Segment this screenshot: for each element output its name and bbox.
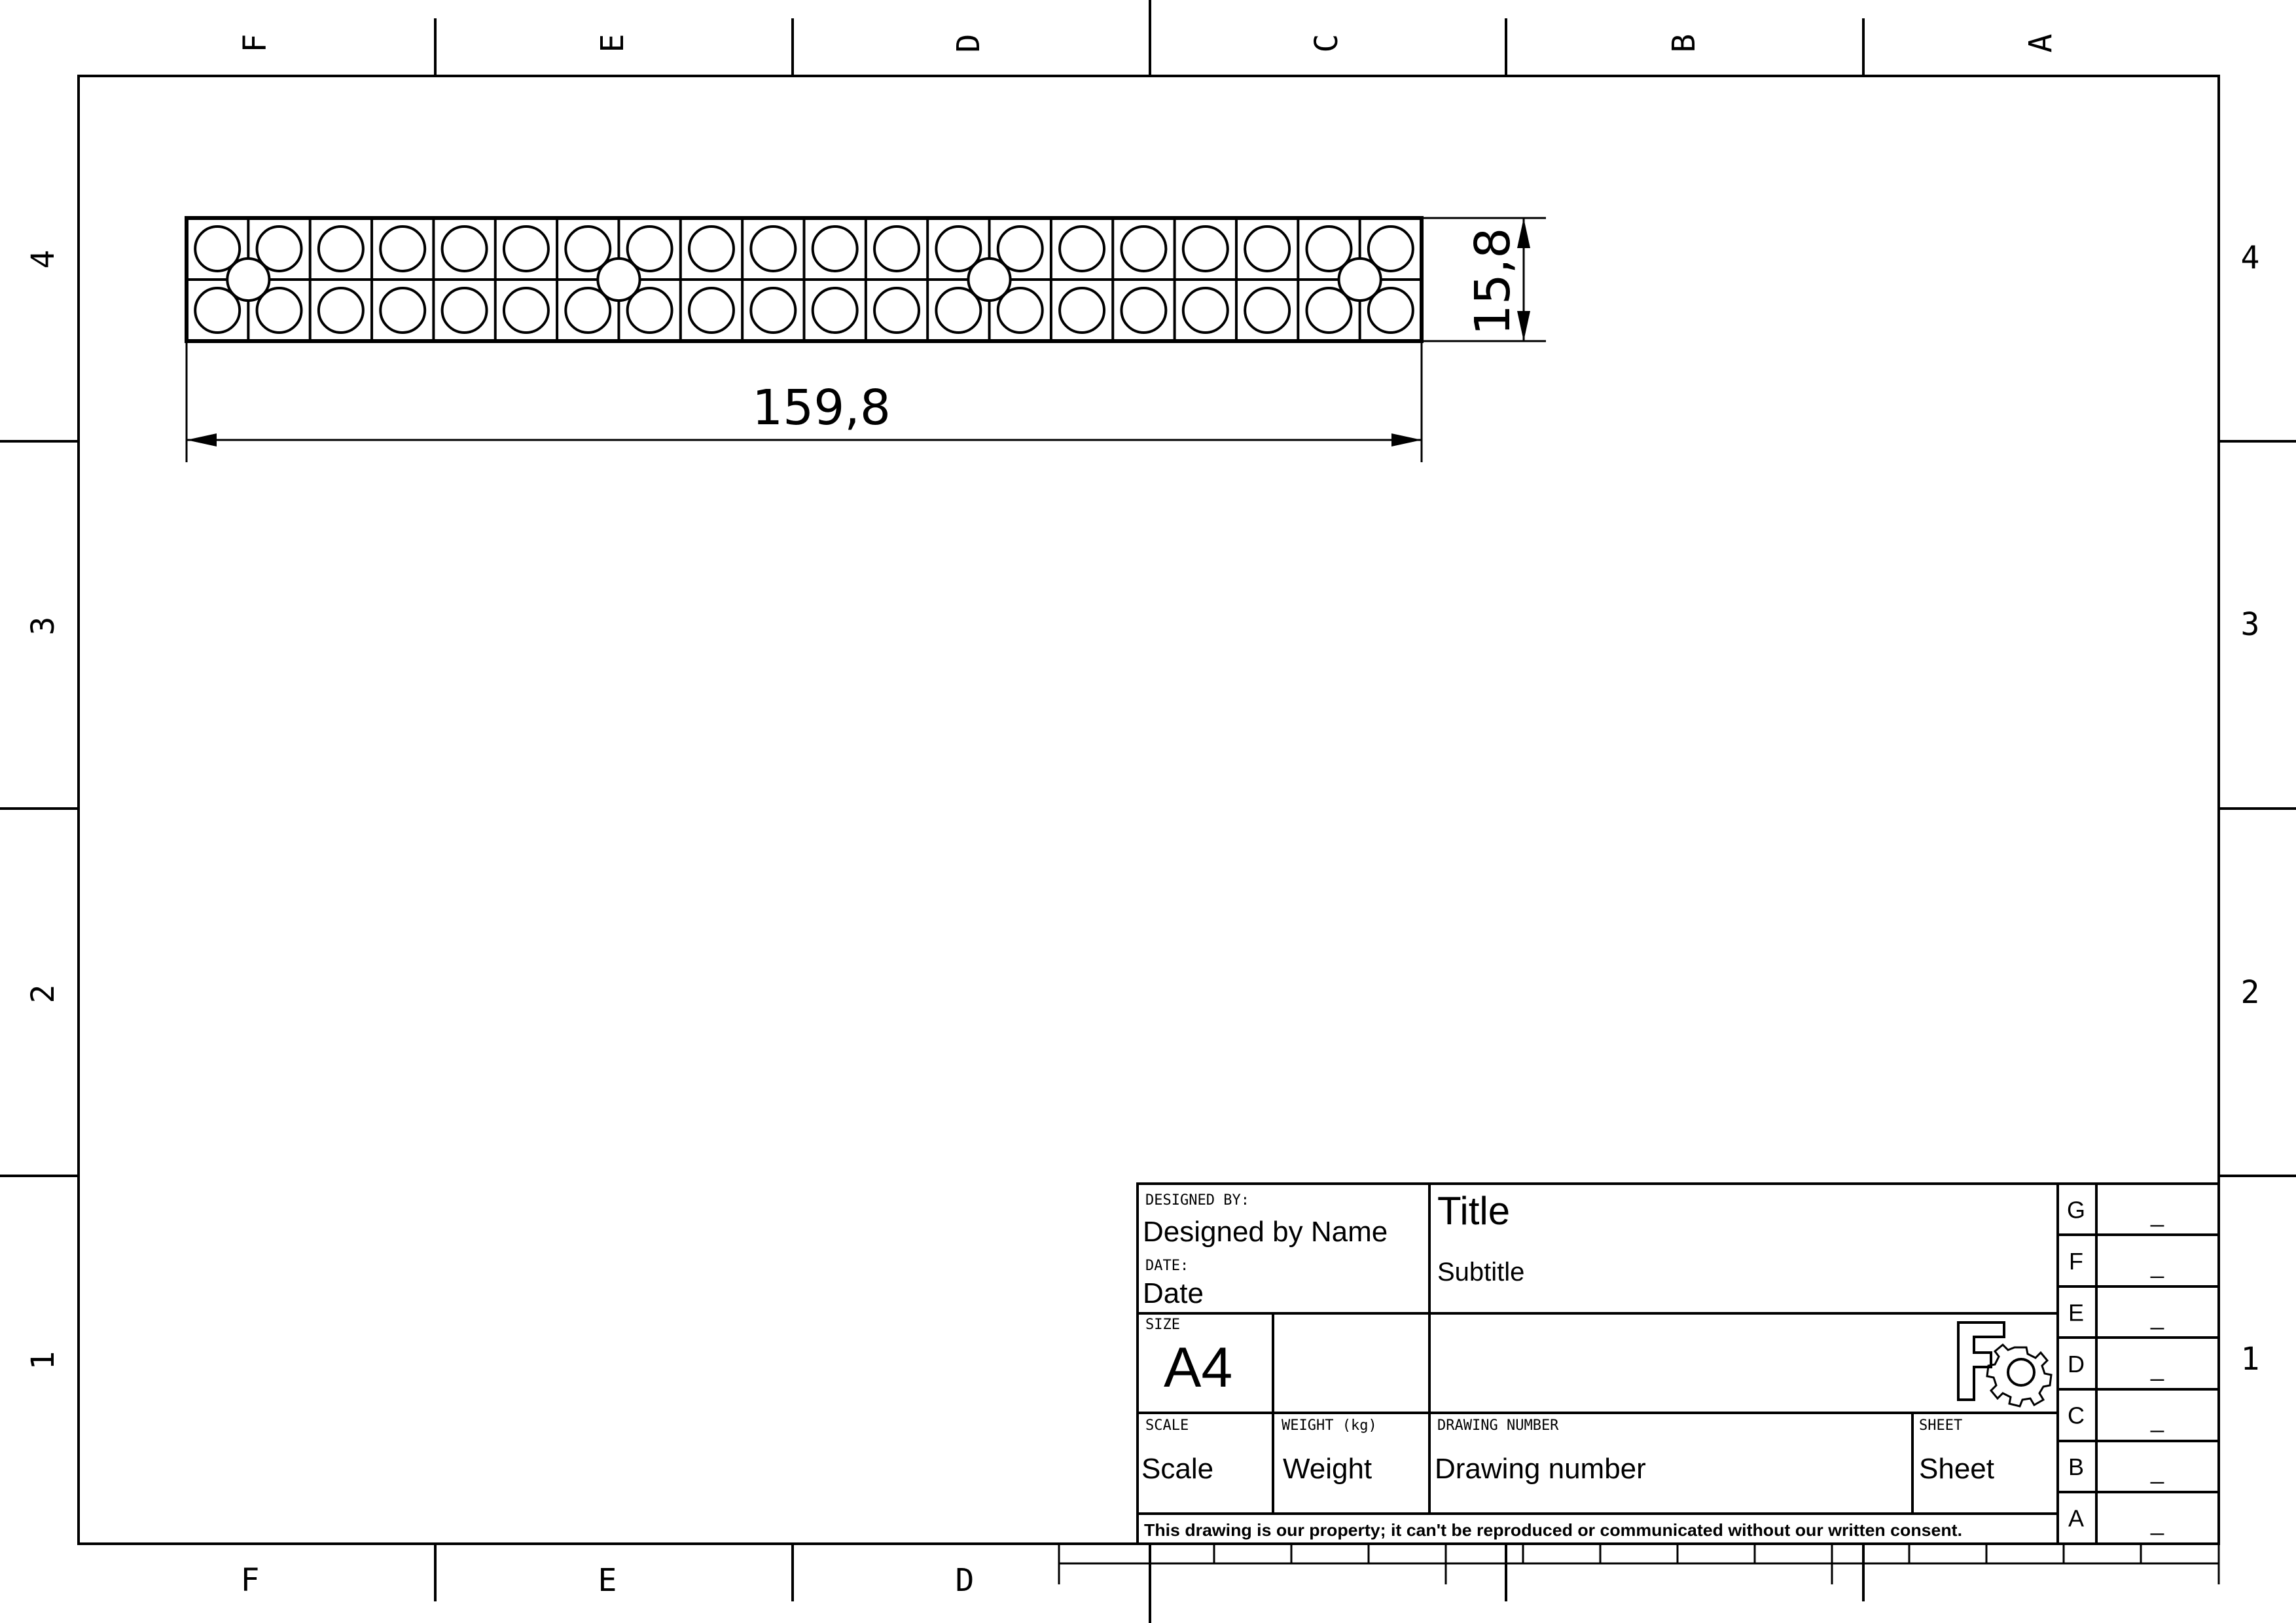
zone-label-top-d: D (950, 33, 987, 53)
part-stud-circle (504, 227, 548, 271)
revision-letter: G (2066, 1196, 2086, 1224)
zone-label-top-f: F (237, 33, 274, 53)
revision-letter: B (2068, 1453, 2085, 1481)
part-stud-circle (751, 288, 795, 333)
revision-letter: C (2068, 1402, 2085, 1429)
revision-table (2067, 1196, 2164, 1535)
part-stud-circle (1183, 288, 1228, 333)
zone-label-right-2: 2 (2240, 974, 2260, 1011)
part-stud-circle (319, 288, 363, 333)
part-stud-circle (380, 227, 425, 271)
scale-value: Scale (1141, 1453, 1214, 1485)
designed-by-label: DESIGNED BY: (1145, 1192, 1249, 1209)
subtitle-value: Subtitle (1437, 1258, 1525, 1286)
size-label: SIZE (1145, 1317, 1180, 1333)
zone-label-left-3: 3 (25, 616, 62, 636)
freecad-logo-icon (1958, 1322, 2051, 1406)
zone-label-left-2: 2 (25, 984, 62, 1004)
part-mount-hole (598, 259, 639, 301)
part-stud-circle (380, 288, 425, 333)
part-stud-circle (1183, 227, 1228, 271)
part-mount-hole (1339, 259, 1381, 301)
zone-label-bottom-f: F (240, 1562, 260, 1599)
drawing-number-label: DRAWING NUMBER (1437, 1417, 1559, 1434)
dimension-length-label: 159,8 (752, 380, 891, 436)
size-value: A4 (1164, 1336, 1233, 1399)
part-stud-circle (689, 288, 734, 333)
bottom-ruler (1059, 1544, 2219, 1584)
part-stud-circle (1060, 227, 1104, 271)
zone-label-top-c: C (1308, 33, 1345, 53)
part-stud-circle (1060, 288, 1104, 333)
revision-value: _ (2150, 1251, 2164, 1279)
revision-value: _ (2150, 1406, 2164, 1433)
part-stud-circle (504, 288, 548, 333)
part-stud-circle (319, 227, 363, 271)
scale-label: SCALE (1145, 1417, 1189, 1434)
part-stud-circle (689, 227, 734, 271)
part-stud-circle (442, 227, 487, 271)
date-value: Date (1143, 1277, 1204, 1309)
part-stud-circle (442, 288, 487, 333)
revision-letter: A (2068, 1504, 2085, 1532)
zone-label-bottom-e: E (598, 1562, 617, 1599)
zone-label-right-1: 1 (2240, 1341, 2260, 1377)
revision-value: _ (2150, 1457, 2164, 1485)
zone-label-left-1: 1 (25, 1351, 62, 1370)
sheet-value: Sheet (1919, 1453, 1994, 1485)
revision-value: _ (2150, 1508, 2164, 1536)
revision-letter: D (2068, 1351, 2085, 1377)
zone-label-right-4: 4 (2240, 240, 2260, 276)
dimension-height-label: 15,8 (1465, 227, 1521, 336)
weight-label: WEIGHT (kg) (1282, 1417, 1377, 1434)
revision-value: _ (2150, 1200, 2164, 1228)
part-stud-circle (813, 227, 857, 271)
revision-letter: E (2068, 1299, 2085, 1326)
part-stud-circle (751, 227, 795, 271)
part-stud-circle (1245, 227, 1289, 271)
part-view (187, 218, 1422, 341)
revision-value: _ (2150, 1303, 2164, 1330)
zone-label-bottom-d: D (955, 1562, 975, 1599)
part-stud-circle (1121, 227, 1166, 271)
weight-value: Weight (1283, 1453, 1372, 1485)
part-mount-hole (227, 259, 269, 301)
sheet-label: SHEET (1919, 1417, 1963, 1434)
zone-labels-top (237, 33, 2059, 52)
zone-label-top-e: E (594, 33, 631, 53)
designed-by-value: Designed by Name (1143, 1216, 1388, 1248)
date-label: DATE: (1145, 1258, 1189, 1274)
revision-letter: F (2069, 1247, 2083, 1275)
zone-label-right-3: 3 (2240, 606, 2260, 643)
part-stud-circle (813, 288, 857, 333)
zone-label-left-4: 4 (25, 249, 62, 269)
zone-labels-bottom (241, 1562, 975, 1599)
revision-value: _ (2150, 1355, 2164, 1381)
part-stud-circle (1121, 288, 1166, 333)
part-stud-circle (874, 227, 919, 271)
title-value: Title (1437, 1189, 1511, 1233)
zone-label-top-b: B (1666, 33, 1702, 53)
property-note: This drawing is our property; it can't be reproduced or communicated without our written consent. (1144, 1520, 1962, 1540)
zone-label-top-a: A (2022, 33, 2059, 53)
part-mount-hole (968, 259, 1010, 301)
drawing-number-value: Drawing number (1435, 1453, 1646, 1485)
part-stud-circle (1245, 288, 1289, 333)
part-stud-circle (874, 288, 919, 333)
